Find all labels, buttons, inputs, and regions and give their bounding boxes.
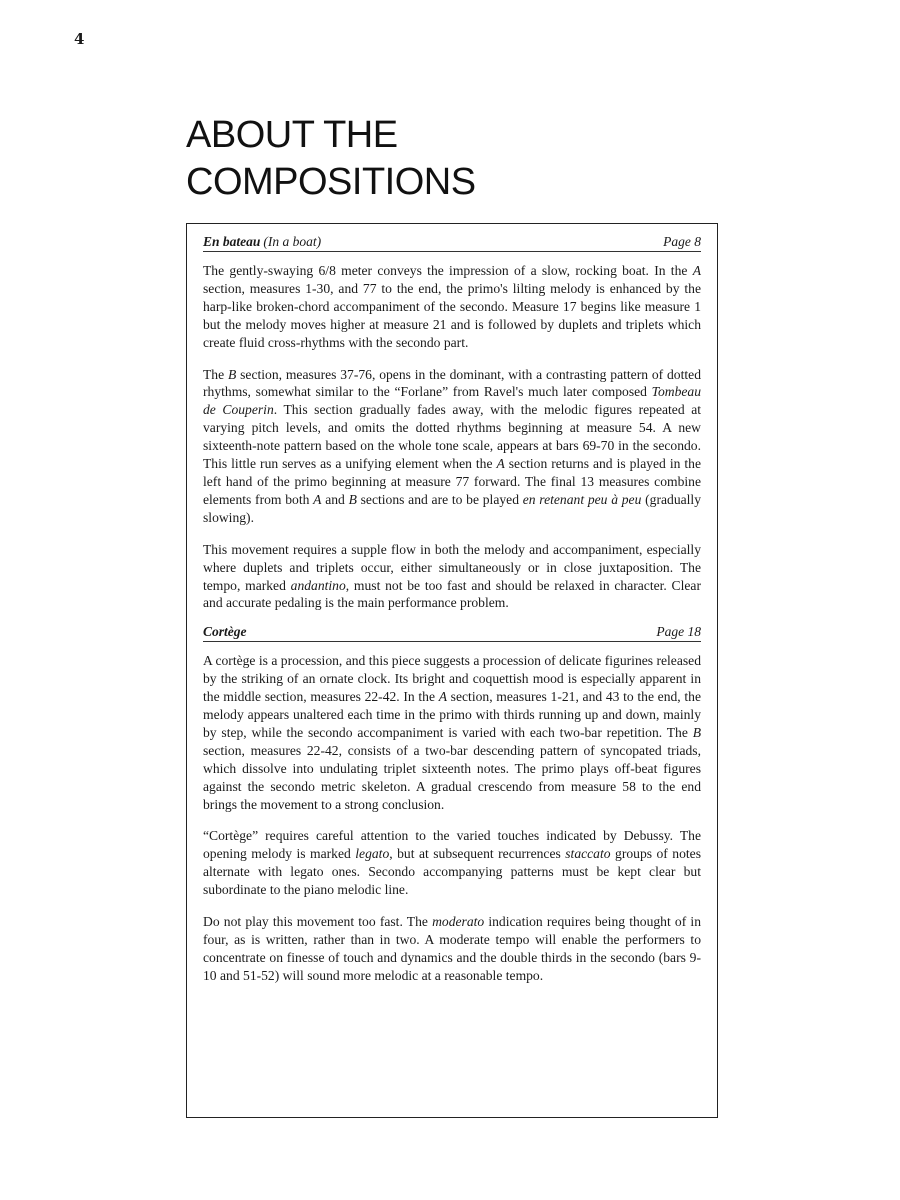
entry-header-en-bateau [203, 234, 701, 252]
entry-title: En bateau [203, 234, 261, 249]
entry-page-ref: Page 8 [663, 234, 701, 249]
paragraph: A cortège is a procession, and this piece suggests a procession of delicate figurines released by the striking of an ornate clock. Its bright and coquettish mood is especially apparent in the middle section, measures 22-42. In the A section, measures 1-21, and 43 to the end, the melody appears unaltered each time in the primo with thirds running up and down, mainly by step, while the secondo accompaniment is varied with each two-bar repetition. The B section, measures 22-42, consists of a two-bar descending pattern of syncopated triads, which dissolve into undulating triplet sixteenth notes. The primo plays off-beat figures against the secondo metric skeleton. A gradual crescendo from measure 58 to the end brings the movement to a strong conclusion. [203, 653, 701, 812]
page-number: 4 [74, 30, 85, 48]
paragraph: This movement requires a supple flow in both the melody and accompaniment, especially where duplets and triplets occur, either simultaneously or in close juxtaposition. The tempo, marked andantino, must not be too fast and should be relaxed in character. Clear and accurate pedaling is the main performance problem. [203, 541, 701, 611]
entry-title-wrap [203, 624, 247, 640]
paragraph: The gently-swaying 6/8 meter conveys the impression of a slow, rocking boat. In the A section, measures 1-30, and 77 to the end, the primo's lilting melody is enhanced by the harp-like broken-chord accompaniment of the secondo. Measure 17 begins like measure 1 but the melody moves higher at measure 21 and is followed by duplets and triplets which create fluid cross-rhythms with the secondo part. [203, 263, 701, 350]
paragraph: Do not play this movement too fast. The moderato indication requires being thought of in four, as is written, rather than in two. A moderate tempo will enable the performers to concentrate on finesse of touch and dynamics and the double thirds in the secondo (bars 9-10 and 51-52) will sound more melodic at a reasonable tempo. [203, 914, 701, 983]
compositions-content [203, 224, 701, 985]
page-title-line-2: COMPOSITIONS [186, 161, 476, 203]
entry-title-wrap [203, 234, 321, 250]
entry-subtitle: (In a boat) [263, 234, 322, 249]
entry-page-ref: Page 18 [656, 624, 701, 640]
entry-title: Cortège [203, 624, 247, 640]
compositions-box [186, 223, 718, 1118]
page-title [186, 112, 476, 206]
paragraph: “Cortège” requires careful attention to the varied touches indicated by Debussy. The opening melody is marked legato, but at subsequent recurrences staccato groups of notes alternate with legato ones. Secondo accompanying patterns must be kept clear but subordinate to the piano melodic line. [203, 828, 701, 898]
paragraph: The B section, measures 37-76, opens in the dominant, with a contrasting pattern of dotted rhythms, somewhat similar to the “Forlane” from Ravel's much later composed Tombeau de Couperin. This section gradually fades away, with the melodic figures repeated at varying pitch levels, and omits the dotted rhythms beginning at measure 54. A new sixteenth-note pattern based on the whole tone scale, appears at bars 69-70 in the secondo. This little run serves as a unifying element when the A section returns and is played in the left hand of the primo beginning at measure 77 forward. The final 13 measures combine elements from both A and B sections and are to be played en retenant peu à peu (gradually slowing). [203, 366, 701, 525]
page-title-line-1: ABOUT THE [186, 114, 398, 156]
entry-header-cortege [203, 624, 701, 642]
